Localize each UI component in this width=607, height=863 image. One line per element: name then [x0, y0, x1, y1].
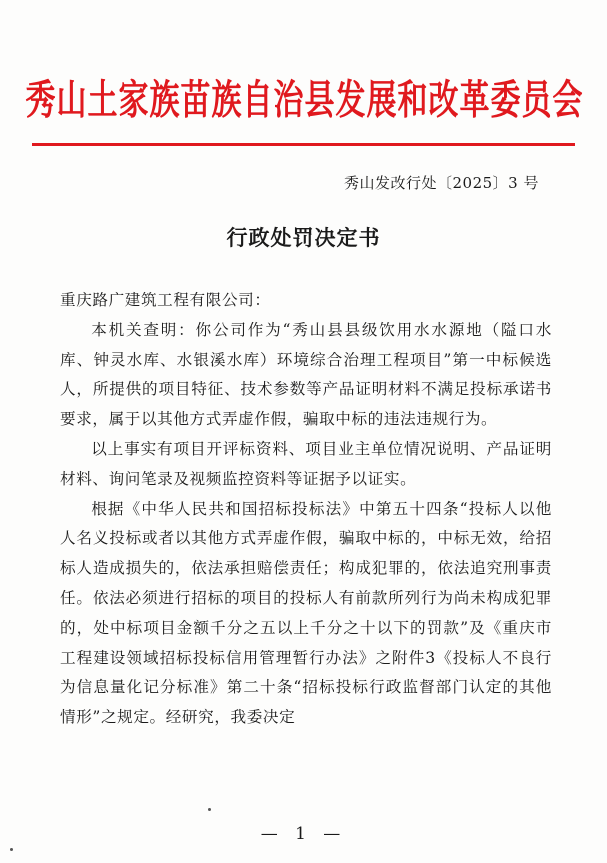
scan-speck [10, 848, 13, 851]
body-paragraph: 本机关查明：你公司作为“秀山县县级饮用水水源地（隘口水库、钟灵水库、水银溪水库）环境综合治理工程项目”第一中标候选人，所提供的项目特征、技术参数等产品证明材料不满足投标承诺书要求，属于以其他方式弄虚作假，骗取中标的违法违规行为。 [60, 320, 552, 429]
recipient-line: 重庆路广建筑工程有限公司： [60, 291, 271, 309]
page-number: — 1 — [260, 824, 347, 844]
issuing-authority-header: 秀山土家族苗族自治县发展和改革委员会 [25, 76, 584, 125]
header-divider [32, 143, 575, 146]
body-paragraph: 以上事实有项目开评标资料、项目业主单位情况说明、产品证明材料、询问笔录及视频监控资料等证据予以证实。 [60, 439, 552, 488]
document-body [60, 286, 552, 733]
body-paragraph: 根据《中华人民共和国招标投标法》中第五十四条“投标人以他人名义投标或者以其他方式弄虚作假，骗取中标的，中标无效，给招标人造成损失的，依法承担赔偿责任；构成犯罪的，依法追究刑事责任。依法必须进行招标的项目的投标人有前款所列行为尚未构成犯罪的，处中标项目金额千分之五以上千分之十以下的罚款”及《重庆市工程建设领域招标投标信用管理暂行办法》之附件3《投标人不良行为信息量化记分标准》第二十条“招标投标行政监督部门认定的其他情形”之规定。经研究，我委决定 [60, 499, 552, 727]
document-number: 秀山发改行处〔2025〕3 号 [344, 174, 539, 192]
document-title: 行政处罚决定书 [226, 226, 381, 250]
scan-speck [208, 808, 211, 811]
